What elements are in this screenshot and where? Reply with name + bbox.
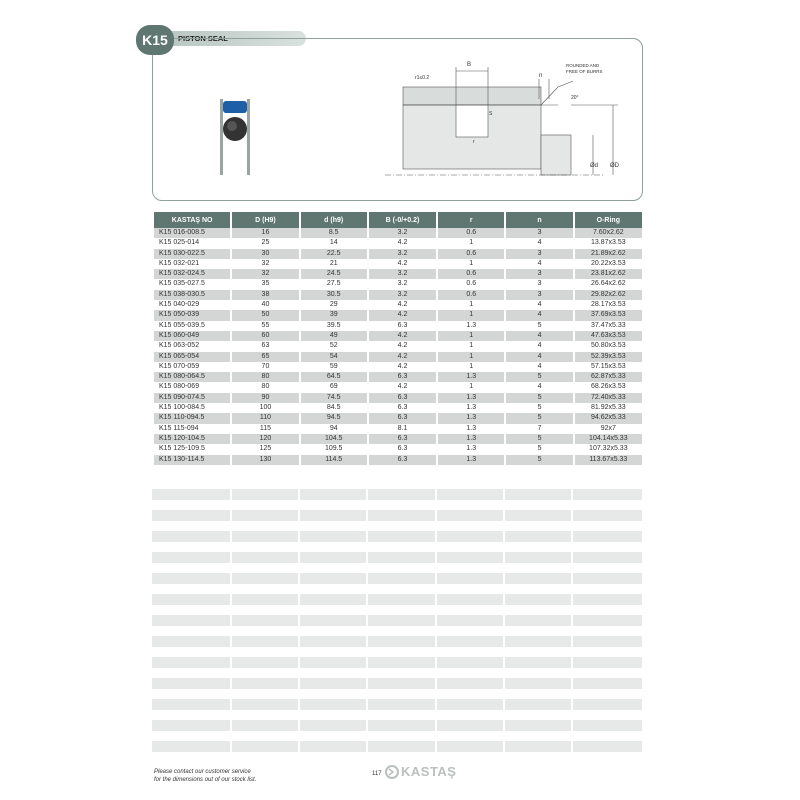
table-cell: K15 030-022.5 (154, 249, 230, 259)
table-cell: 3 (506, 279, 572, 289)
empty-row (152, 584, 644, 595)
table-cell: 72.40x5.33 (575, 393, 642, 403)
table-cell: K15 100-084.5 (154, 403, 230, 413)
table-row (154, 352, 642, 362)
table-cell: 30 (232, 249, 298, 259)
table-cell: 65 (232, 352, 298, 362)
table-cell: K15 016-008.5 (154, 228, 230, 238)
empty-row (152, 752, 644, 763)
table-row (154, 393, 642, 403)
table-cell: 8.5 (301, 228, 367, 238)
page-number: 117 (372, 771, 382, 777)
table-cell: 5 (506, 413, 572, 423)
empty-row (152, 657, 644, 668)
table-cell: K15 035-027.5 (154, 279, 230, 289)
footer-note-line-1: Please contact our customer service (154, 769, 251, 775)
technical-drawing-panel (152, 38, 643, 201)
table-cell: 39 (301, 310, 367, 320)
table-cell: 1 (438, 331, 504, 341)
empty-row (152, 741, 644, 752)
column-header: KASTAŞ NO (154, 212, 230, 228)
table-cell: 74.5 (301, 393, 367, 403)
table-cell: 21 (301, 259, 367, 269)
table-cell: 100 (232, 403, 298, 413)
table-cell: 38 (232, 290, 298, 300)
footer-note (154, 768, 256, 784)
label-angle: 20° (571, 95, 579, 101)
table-cell: 54 (301, 352, 367, 362)
housing-drawing (385, 67, 618, 175)
table-cell: 30.5 (301, 290, 367, 300)
empty-row (152, 573, 644, 584)
table-cell: 52.39x3.53 (575, 352, 642, 362)
table-cell: 5 (506, 403, 572, 413)
table-cell: 6.3 (369, 434, 436, 444)
table-cell: 92x7 (575, 424, 642, 434)
table-cell: 94.62x5.33 (575, 413, 642, 423)
table-cell: 107.32x5.33 (575, 444, 642, 454)
table-cell: 35 (232, 279, 298, 289)
table-row (154, 238, 642, 248)
table-cell: 1.3 (438, 372, 504, 382)
table-cell: 104.5 (301, 434, 367, 444)
table-cell: 1.3 (438, 455, 504, 465)
table-cell: K15 055-039.5 (154, 321, 230, 331)
table-cell: 1 (438, 238, 504, 248)
empty-table-rows (152, 489, 644, 762)
empty-row (152, 668, 644, 679)
empty-row (152, 647, 644, 658)
table-cell: K15 050-039 (154, 310, 230, 320)
empty-row (152, 636, 644, 647)
empty-row (152, 510, 644, 521)
empty-row (152, 500, 644, 511)
table-cell: K15 110-094.5 (154, 413, 230, 423)
table-cell: 39.5 (301, 321, 367, 331)
table-cell: 1.3 (438, 321, 504, 331)
empty-row (152, 489, 644, 500)
table-cell: 4.2 (369, 259, 436, 269)
table-cell: 5 (506, 455, 572, 465)
table-cell: 114.5 (301, 455, 367, 465)
table-cell: 6.3 (369, 413, 436, 423)
table-cell: 3 (506, 249, 572, 259)
table-cell: 1 (438, 362, 504, 372)
table-row (154, 413, 642, 423)
table-cell: 4.2 (369, 341, 436, 351)
table-cell: 94 (301, 424, 367, 434)
table-row (154, 444, 642, 454)
table-cell: 90 (232, 393, 298, 403)
logo-mark-icon (385, 765, 399, 779)
table-cell: 3 (506, 269, 572, 279)
table-cell: 25 (232, 238, 298, 248)
table-cell: 68.26x3.53 (575, 382, 642, 392)
table-cell: 64.5 (301, 372, 367, 382)
empty-row (152, 689, 644, 700)
table-cell: 27.5 (301, 279, 367, 289)
table-cell: 5 (506, 372, 572, 382)
table-cell: 3 (506, 228, 572, 238)
table-cell: 23.81x2.62 (575, 269, 642, 279)
label-b: B (467, 62, 472, 68)
table-cell: 60 (232, 331, 298, 341)
table-row (154, 310, 642, 320)
table-cell: 1.3 (438, 403, 504, 413)
table-cell: K15 063-052 (154, 341, 230, 351)
table-row (154, 434, 642, 444)
table-cell: K15 032-021 (154, 259, 230, 269)
table-cell: 4 (506, 300, 572, 310)
table-row (154, 382, 642, 392)
table-row (154, 249, 642, 259)
column-header: D (H9) (232, 212, 298, 228)
table-cell: 4.2 (369, 238, 436, 248)
table-cell: 6.3 (369, 393, 436, 403)
table-row (154, 341, 642, 351)
table-row (154, 269, 642, 279)
brand-name: KASTAŞ (401, 764, 457, 779)
table-cell: 4 (506, 310, 572, 320)
empty-row (152, 710, 644, 721)
table-cell: 57.15x3.53 (575, 362, 642, 372)
seal-cross-section (220, 99, 250, 175)
empty-row (152, 594, 644, 605)
empty-row (152, 605, 644, 616)
label-r: r (473, 139, 475, 145)
table-cell: 3.2 (369, 290, 436, 300)
table-cell: K15 080-064.5 (154, 372, 230, 382)
table-cell: 40 (232, 300, 298, 310)
table-cell: 109.5 (301, 444, 367, 454)
label-s: S (489, 111, 493, 117)
label-big-d: ØD (610, 163, 619, 169)
table-cell: 1 (438, 300, 504, 310)
table-cell: 0.6 (438, 228, 504, 238)
table-cell: K15 060-049 (154, 331, 230, 341)
table-cell: 1 (438, 352, 504, 362)
table-cell: K15 130-114.5 (154, 455, 230, 465)
table-cell: 4 (506, 238, 572, 248)
table-cell: 1 (438, 382, 504, 392)
table-cell: 4 (506, 352, 572, 362)
table-cell: K15 070-059 (154, 362, 230, 372)
label-burrs: FREE OF BURRS (566, 69, 603, 74)
label-d: Ød (590, 163, 599, 169)
empty-row (152, 552, 644, 563)
table-cell: 113.67x5.33 (575, 455, 642, 465)
table-cell: 0.6 (438, 279, 504, 289)
table-cell: K15 032-024.5 (154, 269, 230, 279)
table-cell: 55 (232, 321, 298, 331)
table-cell: 3.2 (369, 249, 436, 259)
table-cell: 1.3 (438, 434, 504, 444)
table-cell: 13.87x3.53 (575, 238, 642, 248)
table-cell: 49 (301, 331, 367, 341)
table-cell: 29 (301, 300, 367, 310)
product-title: PISTON SEAL (160, 31, 306, 46)
table-cell: 16 (232, 228, 298, 238)
table-cell: 21.89x2.62 (575, 249, 642, 259)
table-cell: 4 (506, 259, 572, 269)
table-cell: 26.64x2.62 (575, 279, 642, 289)
table-cell: 5 (506, 444, 572, 454)
table-cell: 7 (506, 424, 572, 434)
empty-row (152, 521, 644, 532)
table-cell: 6.3 (369, 321, 436, 331)
table-cell: 0.6 (438, 249, 504, 259)
table-cell: 130 (232, 455, 298, 465)
table-cell: 1.3 (438, 413, 504, 423)
table-cell: 3.2 (369, 269, 436, 279)
column-header: B (-0/+0.2) (369, 212, 436, 228)
column-header: r (438, 212, 504, 228)
table-cell: 1 (438, 341, 504, 351)
table-cell: 69 (301, 382, 367, 392)
label-r1: r1≤0.2 (415, 75, 430, 81)
empty-row (152, 731, 644, 742)
table-cell: 29.82x2.62 (575, 290, 642, 300)
empty-row (152, 531, 644, 542)
table-cell: K15 080-069 (154, 382, 230, 392)
table-cell: 3.2 (369, 228, 436, 238)
table-cell: 70 (232, 362, 298, 372)
table-row (154, 455, 642, 465)
table-cell: 52 (301, 341, 367, 351)
table-row (154, 362, 642, 372)
table-cell: 81.92x5.33 (575, 403, 642, 413)
table-body (154, 228, 642, 465)
table-cell: 4 (506, 382, 572, 392)
table-row (154, 290, 642, 300)
table-cell: 6.3 (369, 444, 436, 454)
table-cell: 7.60x2.62 (575, 228, 642, 238)
table-cell: 59 (301, 362, 367, 372)
brand-logo (385, 764, 456, 779)
table-cell: 5 (506, 393, 572, 403)
table-cell: 94.5 (301, 413, 367, 423)
table-cell: 4.2 (369, 362, 436, 372)
table-cell: 63 (232, 341, 298, 351)
table-cell: 1 (438, 259, 504, 269)
table-cell: 4.2 (369, 300, 436, 310)
table-header (154, 212, 642, 228)
table-cell: 115 (232, 424, 298, 434)
table-cell: 1 (438, 310, 504, 320)
table-cell: K15 090-074.5 (154, 393, 230, 403)
table-cell: K15 040-029 (154, 300, 230, 310)
table-cell: 1.3 (438, 444, 504, 454)
table-cell: 20.22x3.53 (575, 259, 642, 269)
table-cell: 4.2 (369, 331, 436, 341)
table-cell: 125 (232, 444, 298, 454)
table-row (154, 372, 642, 382)
table-cell: 62.87x5.33 (575, 372, 642, 382)
empty-row (152, 699, 644, 710)
label-n: n (539, 73, 543, 79)
empty-row (152, 720, 644, 731)
table-cell: K15 115-094 (154, 424, 230, 434)
table-cell: 8.1 (369, 424, 436, 434)
table-cell: 37.69x3.53 (575, 310, 642, 320)
table-cell: 6.3 (369, 455, 436, 465)
table-row (154, 403, 642, 413)
column-header: O-Ring (575, 212, 642, 228)
table-cell: 4.2 (369, 310, 436, 320)
table-row (154, 300, 642, 310)
empty-row (152, 678, 644, 689)
empty-row (152, 615, 644, 626)
table-row (154, 321, 642, 331)
table-row (154, 228, 642, 238)
column-header: d (h9) (301, 212, 367, 228)
table-cell: 110 (232, 413, 298, 423)
column-header: n (506, 212, 572, 228)
empty-row (152, 542, 644, 553)
table-cell: 32 (232, 269, 298, 279)
table-row (154, 424, 642, 434)
table-cell: 4 (506, 341, 572, 351)
table-cell: K15 125-109.5 (154, 444, 230, 454)
table-cell: 104.14x5.33 (575, 434, 642, 444)
table-cell: 3.2 (369, 279, 436, 289)
table-cell: 0.6 (438, 290, 504, 300)
technical-drawing (153, 39, 644, 202)
table-cell: 0.6 (438, 269, 504, 279)
table-cell: 4 (506, 362, 572, 372)
table-cell: 1.3 (438, 393, 504, 403)
table-cell: 1.3 (438, 424, 504, 434)
table-cell: 84.5 (301, 403, 367, 413)
table-cell: 47.63x3.53 (575, 331, 642, 341)
table-row (154, 279, 642, 289)
series-code-badge: K15 (136, 25, 174, 55)
empty-row (152, 626, 644, 637)
table-cell: 6.3 (369, 372, 436, 382)
table-cell: 4.2 (369, 352, 436, 362)
table-cell: 5 (506, 434, 572, 444)
table-cell: 3 (506, 290, 572, 300)
specification-table (152, 212, 644, 465)
label-rounded: ROUNDED AND (566, 63, 600, 68)
table-cell: 6.3 (369, 403, 436, 413)
table-cell: 4.2 (369, 382, 436, 392)
table-row (154, 331, 642, 341)
table-cell: 50.80x3.53 (575, 341, 642, 351)
table-cell: 14 (301, 238, 367, 248)
table-cell: 32 (232, 259, 298, 269)
table-cell: 120 (232, 434, 298, 444)
table-cell: 50 (232, 310, 298, 320)
table-cell: 80 (232, 372, 298, 382)
empty-row (152, 563, 644, 574)
table-cell: 80 (232, 382, 298, 392)
table-cell: K15 038-030.5 (154, 290, 230, 300)
table-cell: K15 120-104.5 (154, 434, 230, 444)
table-cell: 28.17x3.53 (575, 300, 642, 310)
table-cell: 37.47x5.33 (575, 321, 642, 331)
table-cell: 5 (506, 321, 572, 331)
table-cell: K15 025-014 (154, 238, 230, 248)
footer-note-line-2: for the dimensions out of our stock list. (154, 777, 257, 783)
table-cell: 4 (506, 331, 572, 341)
table-row (154, 259, 642, 269)
table-cell: 22.5 (301, 249, 367, 259)
table-cell: 24.5 (301, 269, 367, 279)
table-cell: K15 065-054 (154, 352, 230, 362)
